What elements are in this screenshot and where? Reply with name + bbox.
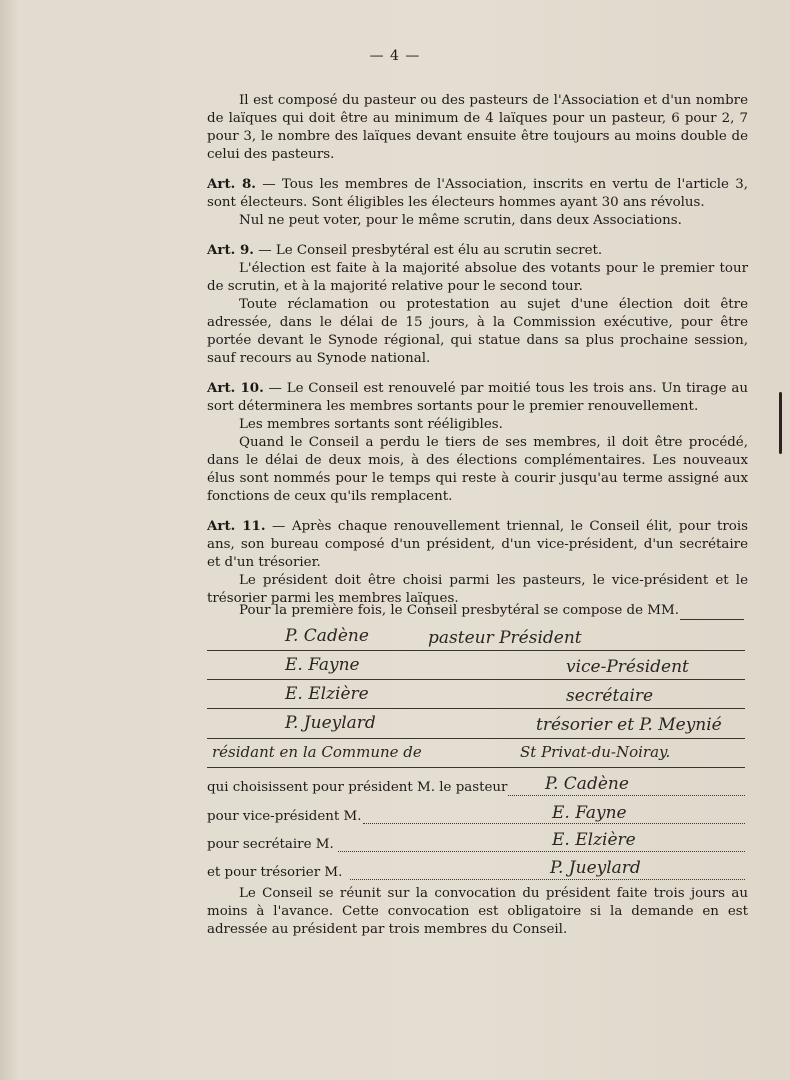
article-8-label: Art. 8. (207, 176, 256, 192)
article-9-paragraph-3: Toute réclamation ou protestation au sujet d'une élection doit être adressée, dans le délai de 15 jours, à la Commission exécutive, pour être portée devant le Synode régional, qui statue dans sa plus prochaine session, sauf recours au Synode national. (207, 297, 748, 366)
member-2-role: vice-Président (566, 657, 689, 677)
article-10-paragraph-3: Quand le Conseil a perdu le tiers de ses membres, il doit être procédé, dans le délai de deux mois, à des élections complémentaires. Les nouveaux élus sont nommés pour le temps qui reste à courir jusqu'au terme assigné aux fonctions de ceux qu'ils remplacent. (207, 435, 748, 504)
article-11 (207, 517, 748, 572)
article-8-text: — Tous les membres de l'Association, inscrits en vertu de l'article 3, sont électeurs. Sont éligibles les électeurs hommes ayant 30 ans révolus. (207, 177, 748, 210)
member-line-2 (207, 679, 745, 680)
secretary-label: pour secrétaire M. (207, 837, 334, 852)
article-10-paragraph-2: Les membres sortants sont rééligibles. (239, 417, 503, 432)
member-3-name: E. Elzière (285, 684, 369, 704)
member-2-name: E. Fayne (285, 655, 360, 675)
member-5-commune: St Privat-du-Noiray. (520, 743, 671, 761)
member-3-role: secrétaire (566, 686, 654, 706)
article-9-label: Art. 9. (207, 242, 254, 258)
members-intro: Pour la première fois, le Conseil presbytéral se compose de MM. (239, 603, 679, 618)
article-9-text: — Le Conseil presbytéral est élu au scrutin secret. (253, 243, 603, 258)
treasurer-label: et pour trésorier M. (207, 865, 343, 880)
article-11-paragraph-2: Le président doit être choisi parmi les pasteurs, le vice-président et le trésorier parmi les membres laïques. (207, 573, 748, 606)
article-10-text: — Le Conseil est renouvelé par moitié tous les trois ans. Un tirage au sort déterminera les membres sortants pour le premier renouvellement. (207, 381, 748, 414)
article-8-paragraph-2: Nul ne peut voter, pour le même scrutin, dans deux Associations. (239, 213, 682, 228)
member-4-role: trésorier et P. Meynié (536, 715, 722, 735)
binding-mark (779, 392, 782, 454)
member-5-residence: résidant en la Commune de (212, 743, 422, 761)
article-10 (207, 379, 748, 416)
articles-block (207, 92, 748, 608)
treasurer-line (350, 879, 745, 880)
member-4-name: P. Jueylard (285, 713, 376, 733)
treasurer-value: P. Jueylard (550, 858, 641, 878)
article-8 (207, 175, 748, 212)
article-11-label: Art. 11. (207, 518, 266, 534)
president-line (508, 795, 745, 796)
page-number: — 4 — (369, 48, 421, 64)
vice-president-line (363, 823, 745, 824)
article-9-paragraph-2: L'élection est faite à la majorité absolue des votants pour le premier tour de scrutin, et à la majorité relative pour le second tour. (207, 261, 748, 294)
member-1-role: pasteur Président (428, 628, 582, 648)
article-9 (207, 241, 748, 260)
member-line-1 (207, 650, 745, 651)
secretary-value: E. Elzière (552, 830, 636, 850)
closing-paragraph: Le Conseil se réunit sur la convocation du président faite trois jours au moins à l'avance. Cette convocation est obligatoire si la demande en est adressée au président par trois membres du Conseil. (207, 886, 748, 937)
president-label: qui choisissent pour président M. le pasteur (207, 780, 508, 795)
paragraph-composition: Il est composé du pasteur ou des pasteurs de l'Association et d'un nombre de laïques qui doit être au minimum de 4 laïques pour un pasteur, 6 pour 2, 7 pour 3, le nombre des laïques devant ensuite être toujours au moins double de celui des pasteurs. (207, 93, 748, 162)
closing-block (207, 885, 748, 939)
secretary-line (338, 851, 745, 852)
article-11-text: — Après chaque renouvellement triennal, le Conseil élit, pour trois ans, son bureau composé d'un président, d'un vice-président, d'un secrétaire et d'un trésorier. (207, 519, 748, 570)
member-line-3 (207, 708, 745, 709)
vice-president-label: pour vice-président M. (207, 809, 362, 824)
member-1-name: P. Cadène (285, 626, 369, 646)
article-10-label: Art. 10. (207, 380, 264, 396)
member-line-5 (207, 767, 745, 768)
member-line-4 (207, 738, 745, 739)
vice-president-value: E. Fayne (552, 803, 627, 823)
president-value: P. Cadène (545, 774, 629, 794)
members-intro-line (680, 619, 744, 620)
